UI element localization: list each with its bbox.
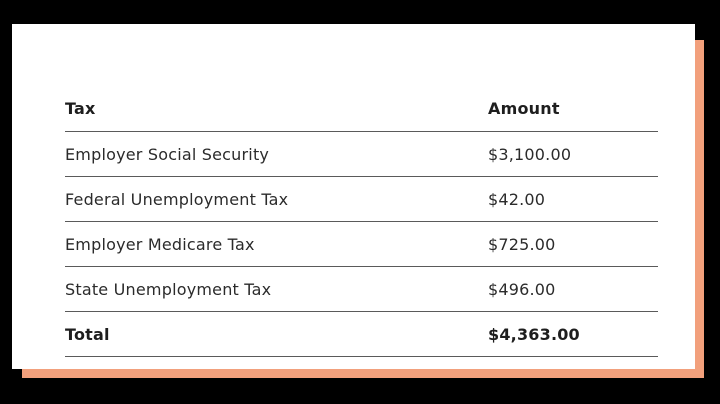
row-tax-amount: $42.00 (488, 177, 658, 222)
row-tax-amount: $3,100.00 (488, 132, 658, 177)
row-tax-name: State Unemployment Tax (65, 267, 488, 312)
tax-table (65, 86, 658, 357)
total-amount: $4,363.00 (488, 312, 658, 357)
total-row (65, 312, 658, 357)
table-row (65, 222, 658, 267)
row-tax-amount: $725.00 (488, 222, 658, 267)
tax-card (12, 24, 695, 369)
total-label: Total (65, 312, 488, 357)
table-row (65, 177, 658, 222)
row-tax-name: Employer Medicare Tax (65, 222, 488, 267)
table-row (65, 267, 658, 312)
table-header-row (65, 86, 658, 132)
row-tax-name: Employer Social Security (65, 132, 488, 177)
header-amount: Amount (488, 86, 658, 132)
table-row (65, 132, 658, 177)
row-tax-amount: $496.00 (488, 267, 658, 312)
row-tax-name: Federal Unemployment Tax (65, 177, 488, 222)
header-tax: Tax (65, 86, 488, 132)
